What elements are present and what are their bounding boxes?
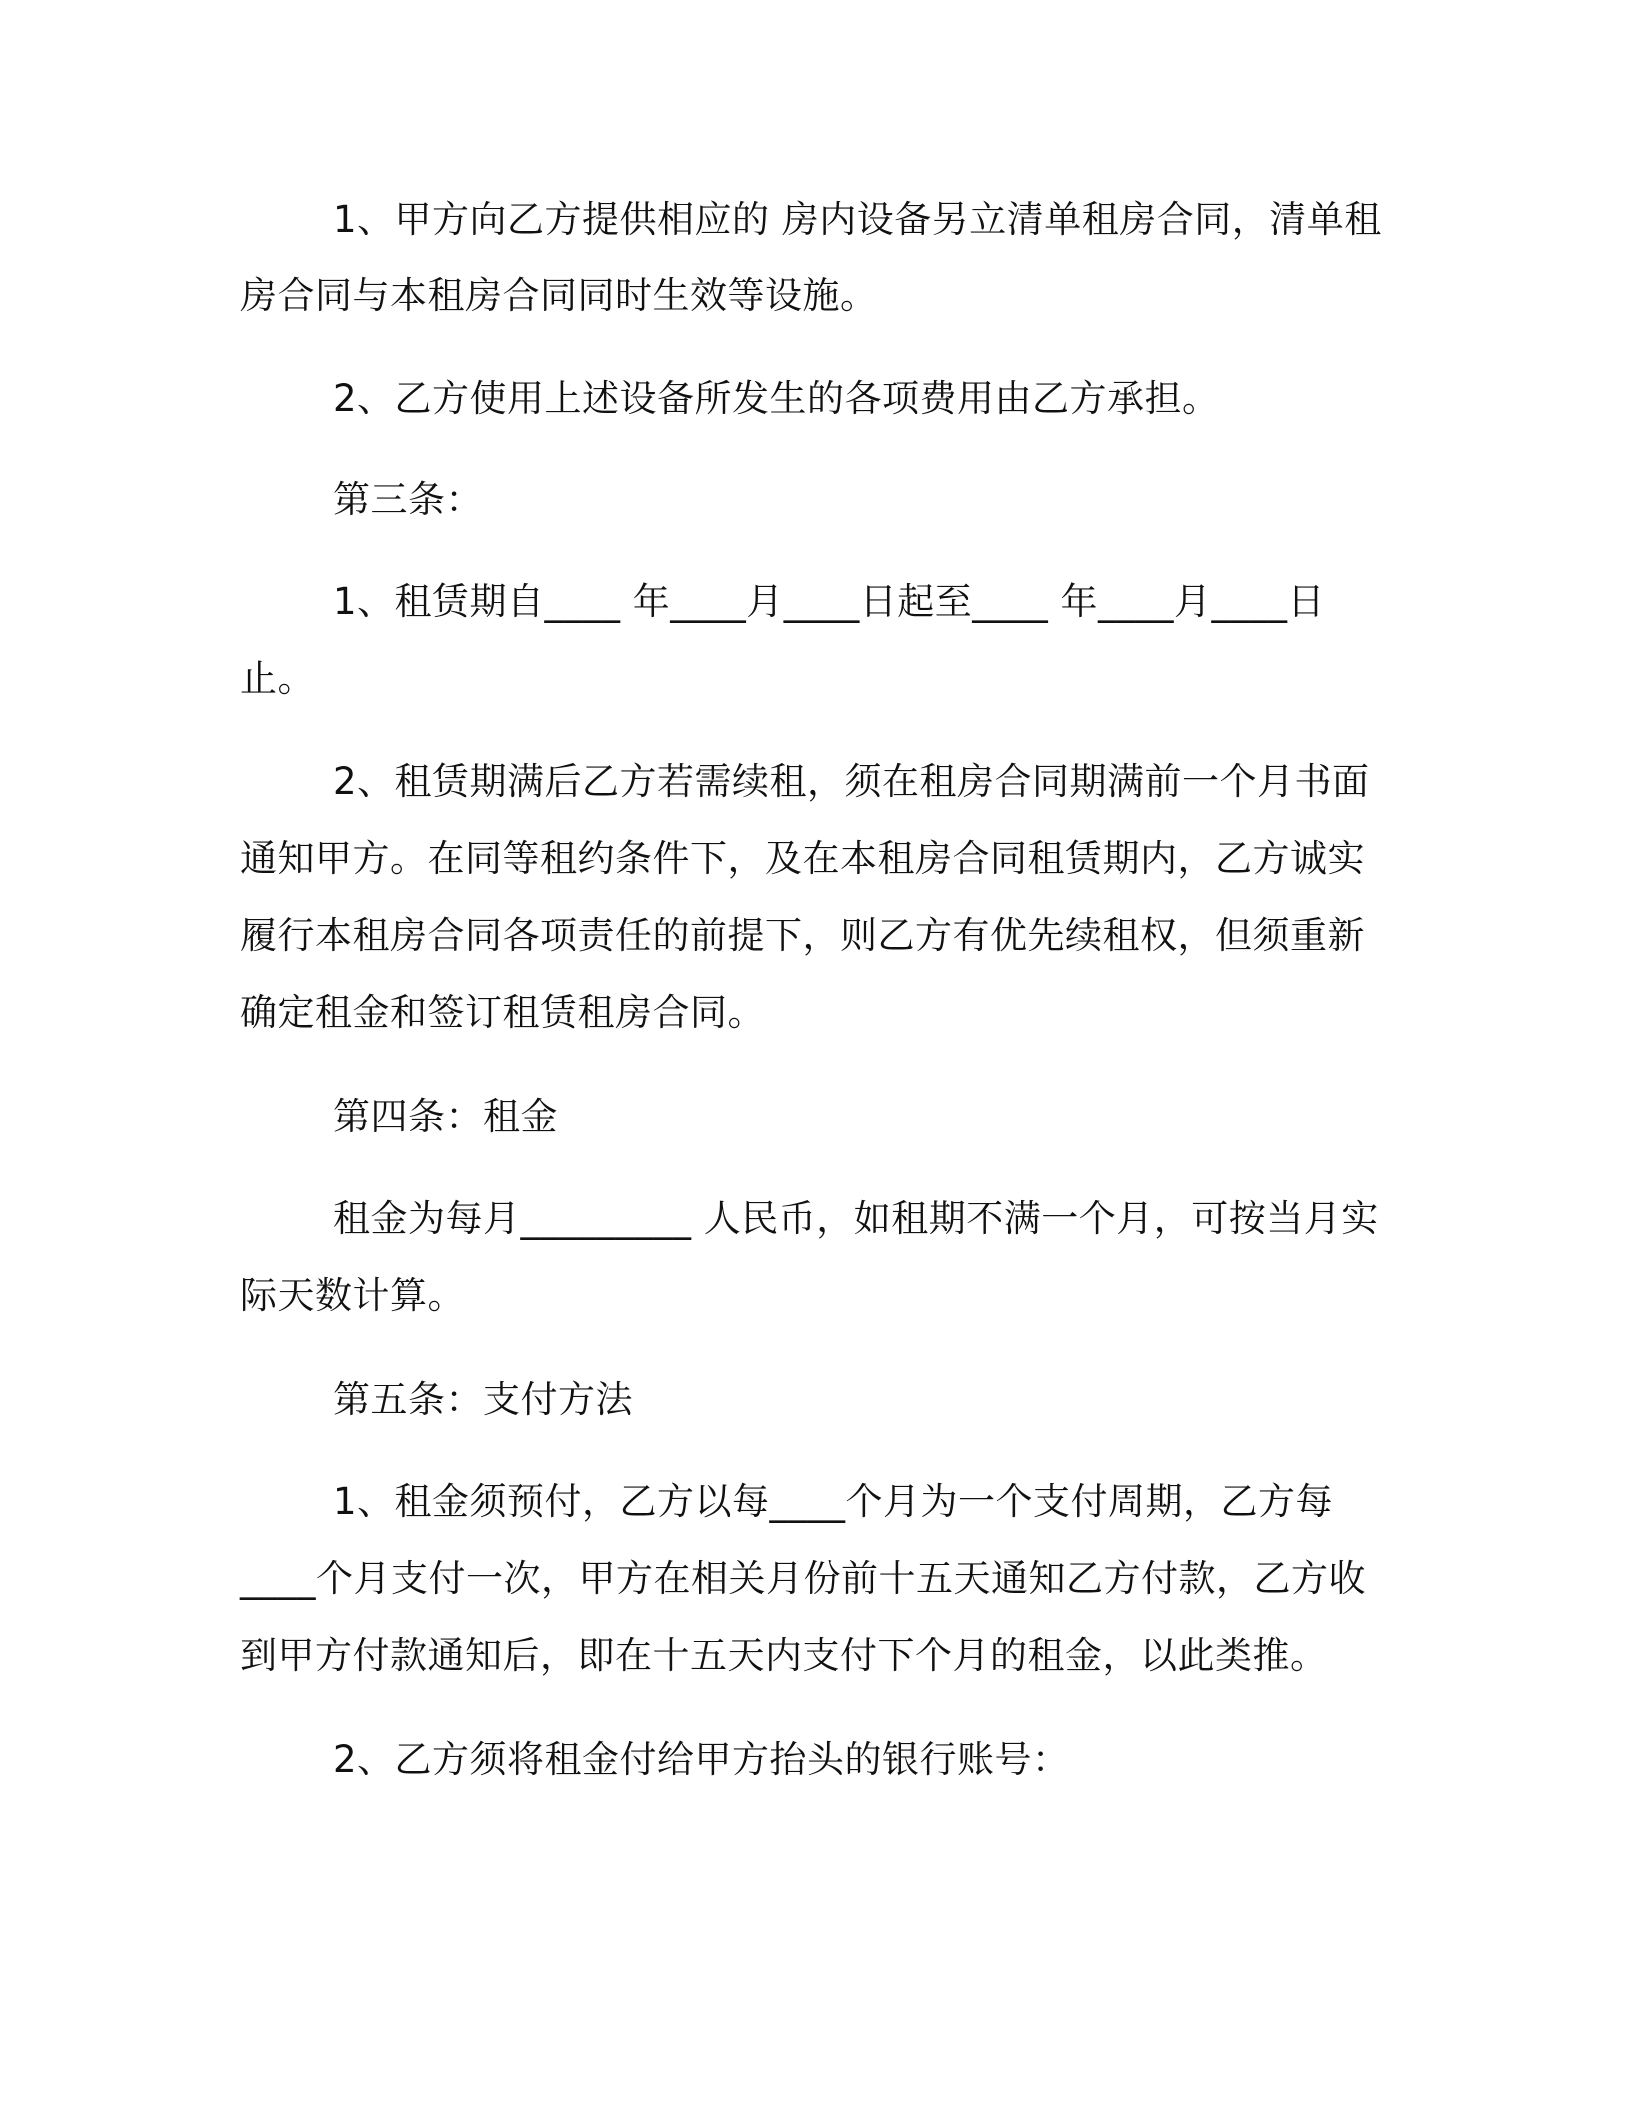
renewal-line-1: 2、租赁期满后乙方若需续租，须在租房合同期满前一个月书面 bbox=[333, 760, 1370, 803]
paragraph-1-line-2: 房合同与本租房合同同时生效等设施。 bbox=[240, 274, 878, 317]
article-5-heading: 第五条：支付方法 bbox=[333, 1378, 633, 1421]
rent-line-2: 际天数计算。 bbox=[240, 1274, 465, 1317]
renewal-line-2: 通知甲方。在同等租约条件下，及在本租房合同租赁期内，乙方诚实 bbox=[240, 837, 1365, 880]
paragraph-1-line-1: 1、甲方向乙方提供相应的 房内设备另立清单租房合同，清单租 bbox=[333, 198, 1382, 241]
lease-term-line-1: 1、租赁期自____ 年____月____日起至____ 年____月____日 bbox=[333, 580, 1326, 623]
renewal-line-3: 履行本租房合同各项责任的前提下，则乙方有优先续租权，但须重新 bbox=[240, 914, 1365, 957]
payment-line-1: 1、租金须预付，乙方以每____个月为一个支付周期，乙方每 bbox=[333, 1480, 1334, 1523]
lease-term-line-2: 止。 bbox=[240, 657, 315, 700]
bank-account-line-1: 2、乙方须将租金付给甲方抬头的银行账号： bbox=[333, 1738, 1070, 1781]
renewal-line-4: 确定租金和签订租赁租房合同。 bbox=[240, 991, 765, 1034]
payment-line-2: ____个月支付一次，甲方在相关月份前十五天通知乙方付款，乙方收 bbox=[240, 1557, 1366, 1600]
paragraph-2-line-1: 2、乙方使用上述设备所发生的各项费用由乙方承担。 bbox=[333, 377, 1220, 420]
payment-line-3: 到甲方付款通知后，即在十五天内支付下个月的租金，以此类推。 bbox=[240, 1634, 1328, 1677]
article-4-heading: 第四条：租金 bbox=[333, 1095, 558, 1138]
rent-line-1: 租金为每月_________ 人民币，如租期不满一个月，可按当月实 bbox=[333, 1197, 1379, 1240]
article-3-heading: 第三条： bbox=[333, 478, 483, 521]
